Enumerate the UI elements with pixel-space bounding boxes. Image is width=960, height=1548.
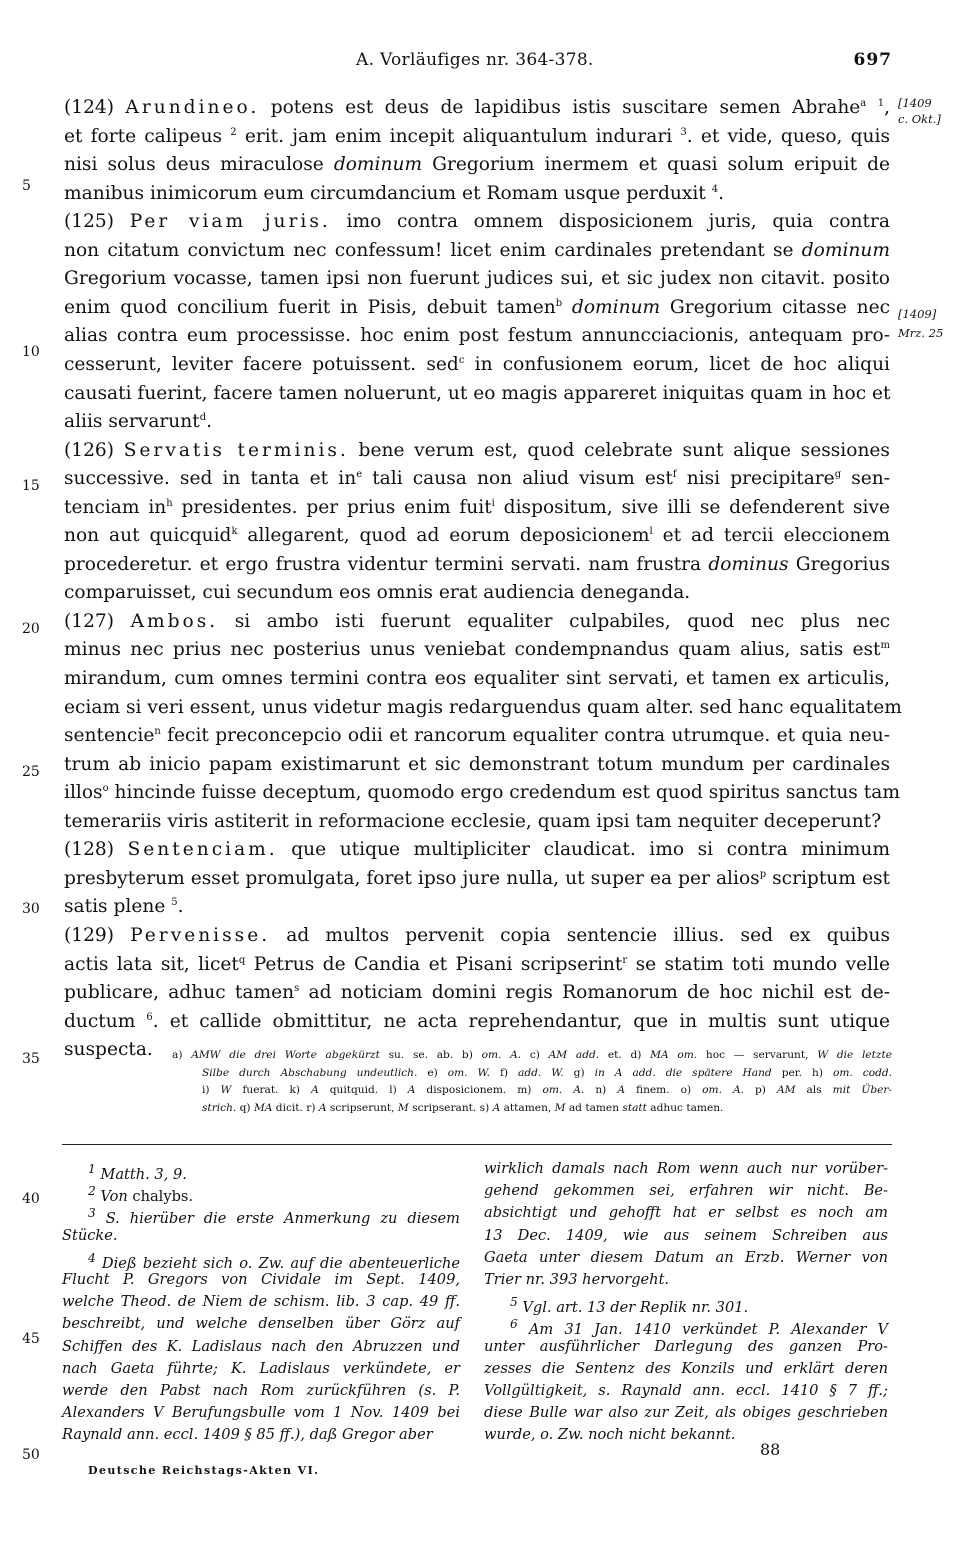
text-line: eciam si veri essent, unus videtur magis redarguendus quam alter. sed hanc equalitatem (64, 696, 902, 718)
text-line: comparuisset, cui secundum eos omnis erat audiencia deneganda. (64, 582, 691, 604)
line-number: 40 (22, 1191, 40, 1207)
footnote-line: $^6$ Am 31 Jan. 1410 verkündet P. Alexander V (510, 1317, 888, 1339)
footnote-line: $^3$ S. hierüber die erste Anmerkung zu diesem (88, 1206, 460, 1228)
footer-sheet-number: 88 (760, 1440, 781, 1459)
text-line: trum ab inicio papam existimarunt et sic demonstrant totum mundum per cardinales (64, 753, 890, 775)
line-number: 20 (22, 621, 40, 637)
variant-line: a) AMW die drei Worte abgekürzt su. se. ab. b) om. A. c) AM add. et. d) MA om. hoc — servarunt, W die letzte (172, 1049, 893, 1061)
line-number: 10 (22, 344, 40, 360)
line-number: 5 (22, 178, 31, 194)
text-line: enim quod concilium fuerit in Pisis, debuit tamen$^b$ dominum Gregorium citasse nec (64, 296, 890, 318)
line-number: 35 (22, 1051, 40, 1067)
text-line: cesserunt, leviter facere potuissent. sed$^c$ in confusionem eorum, licet de hoc aliqui (64, 353, 890, 375)
footnote-line: Trier nr. 393 hervorgeht. (484, 1271, 670, 1288)
running-header (62, 50, 892, 80)
running-title: A. Vorläufiges nr. 364-378. (356, 50, 594, 70)
text-line: illos$^o$ hincinde fuisse deceptum, quomodo ergo credendum est quod spiritus sanctus tam (64, 782, 900, 804)
date-margin-note: [1409 (898, 96, 932, 110)
notes-divider (62, 1144, 892, 1145)
text-line: suspecta. (64, 1039, 153, 1061)
text-line: actis lata sit, licet$^q$ Petrus de Candia et Pisani scripserint$^r$ se statim toti mundo velle (64, 953, 891, 975)
text-line: procederetur. et ergo frustra videntur termini servati. nam frustra dominus Gregorius (64, 553, 890, 575)
footnote-line: $^1$ Matth. 3, 9. (88, 1162, 187, 1183)
text-line: mirandum, cum omnes termini contra eos equaliter sint servati, et tamen ex articulis, (64, 668, 890, 689)
line-number: 30 (22, 901, 40, 917)
line-number: 45 (22, 1331, 40, 1347)
text-line: presbyterum esset promulgata, foret ipso jure nulla, ut super ea per alios$^p$ scriptum est (64, 867, 890, 889)
footnote-line: $^4$ Dieß bezieht sich o. Zw. auf die abenteuerliche (88, 1250, 460, 1272)
footnote-line: zesses die Sentenz des Konzils und erklärt deren (484, 1359, 888, 1377)
footnote-line: welche Theod. de Niem de schism. lib. 3 cap. 49 ff. (62, 1293, 460, 1311)
text-line: Gregorium vocasse, tamen ipsi non fuerunt judices sui, et sic judex non citavit. posito (64, 268, 890, 290)
text-line: (127) Ambos. si ambo isti fuerunt equaliter culpabiles, quod nec plus nec (64, 610, 890, 632)
footnote-line: $^5$ Vgl. art. 13 der Replik nr. 301. (510, 1295, 749, 1317)
text-line: causati fuerint, facere tamen noluerunt, ut eo magis appareret iniquitas quam in hoc et (64, 382, 891, 404)
text-line: (125) Per viam juris. imo contra omnem disposicionem juris, quia contra (64, 211, 890, 233)
text-line: successive. sed in tanta et $in^e$ tali causa non aliud visum est$^f$ nisi precipitare$^g$ sen- (64, 468, 891, 490)
footnote-line: nach Gaeta führte; K. Ladislaus verkündete, er (62, 1359, 460, 1377)
text-line: (126) Servatis terminis. bene verum est, quod celebrate sunt alique sessiones (64, 439, 890, 461)
footnote-line: unter ausführlicher Darlegung des ganzen Pro- (484, 1337, 888, 1355)
text-line: manibus inimicorum eum circumdancium et Romam usque perduxit $^4$. (64, 182, 724, 204)
footnote-line: absichtigt und gehofft hat er selbst es noch am (484, 1204, 888, 1222)
variant-line: strich. q) MA dicit. r) A scripserunt, M scripserant. s) A attamen, M ad tamen statt adhuc tamen. (202, 1101, 724, 1114)
text-line: temerariis viris astiterit in reformacione ecclesie, quam ipsi tam nequiter deceperunt? (64, 810, 882, 832)
variant-line: i) W fuerat. k) A quitquid. l) A disposicionem. m) om. A. n) A finem. o) om. A. p) AM als mit Über- (202, 1084, 893, 1096)
footnote-line: diese Bulle war also zur Zeit, als obiges geschrieben (484, 1404, 888, 1422)
text-line: nisi solus deus miraculose dominum Gregorium inermem et quasi solum eripuit de (64, 154, 890, 176)
footnote-line: Stücke. (62, 1226, 118, 1244)
footnote-line: $^2$ Von chalybs. (88, 1184, 194, 1206)
line-number: 15 (22, 478, 40, 494)
text-line: publicare, adhuc tamen$^s$ ad noticiam domini regis Romanorum de hoc nichil est de- (64, 982, 890, 1004)
text-line: non citatum convictum nec confessum! licet enim cardinales pretendant se dominum (64, 239, 890, 261)
footnote-line: 13 Dec. 1409, wie aus seinem Schreiben aus (484, 1226, 888, 1244)
text-line: tenciam $in^h$ presidentes. per prius enim fuit$^i$ dispositum, sive illi se defenderent sive (64, 496, 890, 518)
footnote-line: gehend gekommen sei, erfahren wir nicht. Be- (484, 1182, 888, 1200)
footnote-line: Schiffen des K. Ladislaus nach den Abruzzen und (62, 1337, 460, 1355)
page-number: 697 (853, 50, 892, 70)
footnote-line: werde den Pabst nach Rom zurückführen (s. P. (62, 1382, 460, 1399)
text-line: ductum $^6$. et callide obmittitur, ne acta reprehendantur, que in multis sunt utique (64, 1010, 890, 1032)
text-line: aliis servarunt$^d$. (64, 411, 213, 433)
text-line: et forte calipeus $^2$ erit. jam enim incepit aliquantulum indurari $^3$. et vide, queso, quis (64, 125, 890, 147)
footnote-line: wurde, o. Zw. noch nicht bekannt. (484, 1426, 736, 1444)
footnote-line: wirklich damals nach Rom wenn auch nur vorüber- (484, 1160, 888, 1177)
variant-line: Silbe durch Abschabung undeutlich. e) om. W. f) add. W. g) in A add. die spätere Hand per. h) om. codd. (202, 1066, 893, 1079)
text-line: alias contra eum processisse. hoc enim post festum annuncciacionis, antequam pro- (64, 325, 890, 347)
line-number: 25 (22, 764, 40, 780)
footnote-line: Raynald ann. eccl. 1409 § 85 ff.), daß Gregor aber (62, 1426, 433, 1444)
text-line: non aut quicquid$^k$ allegarent, quod ad eorum deposicionem$^l$ et ad tercii eleccionem (64, 525, 891, 547)
text-line: minus nec prius nec posterius unus veniebat condempnandus quam alius, satis est$^m$ (64, 639, 890, 661)
footnote-line: beschreibt, und welche denselben über Görz auf (62, 1315, 460, 1333)
date-margin-note: Mrz. 25 (898, 326, 944, 340)
text-line: sentencie$^n$ fecit preconcepcio odii et rancorum equaliter contra utrumque. et quia neu- (64, 725, 890, 747)
line-number: 50 (22, 1447, 40, 1463)
text-line: satis plene $^5$. (64, 896, 184, 918)
date-margin-note: [1409] (898, 307, 937, 321)
footnote-line: Alexanders V Berufungsbulle vom 1 Nov. 1409 bei (62, 1404, 460, 1422)
footnote-line: Flucht P. Gregors von Cividale im Sept. 1409, (62, 1271, 460, 1288)
text-line: (124) Arundineo. potens est deus de lapidibus istis suscitare semen Abrahe$^a$ $^1$, (64, 97, 890, 118)
footnote-line: Vollgültigkeit, s. Raynald ann. eccl. 1410 § 7 ff.; (484, 1382, 888, 1399)
date-margin-note: c. Okt.] (898, 112, 941, 126)
text-line: (128) Sentenciam. que utique multipliciter claudicat. imo si contra minimum (64, 839, 890, 861)
text-line: (129) Pervenisse. ad multos pervenit copia sentencie illius. sed ex quibus (64, 924, 890, 946)
footnote-line: Gaeta unter diesem Datum an Erzb. Werner von (484, 1248, 888, 1266)
footer-signature: Deutsche Reichstags-Akten VI. (88, 1464, 320, 1477)
